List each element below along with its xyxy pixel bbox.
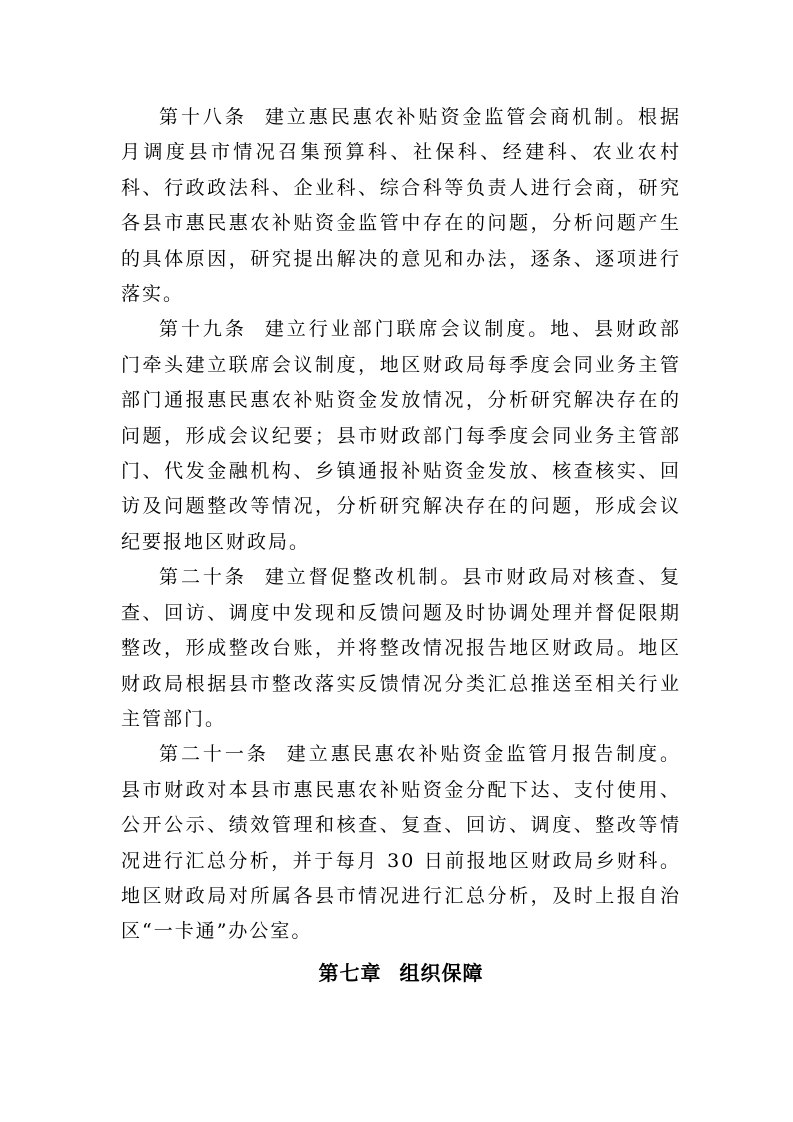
article-19 <box>121 312 681 560</box>
article-text: 建立督促整改机制。县市财政局对核查、复查、回访、调度中发现和反馈问题及时协调处理并督促限期整改，形成整改台账，并将整改情况报告地区财政局。地区财政局根据县市整改落实反馈情况分类汇总推送至相关行业主管部门。 <box>121 566 681 730</box>
chapter-number: 第七章 <box>318 960 382 985</box>
article-number: 第十八条 <box>159 106 247 128</box>
article-number: 第二十条 <box>159 566 247 589</box>
chapter-title: 组织保障 <box>399 960 484 985</box>
article-20 <box>121 560 681 737</box>
article-number: 第二十一条 <box>159 743 269 766</box>
article-text: 建立行业部门联席会议制度。地、县财政部门牵头建立联席会议制度，地区财政局每季度会同业务主管部门通报惠民惠农补贴资金发放情况，分析研究解决存在的问题，形成会议纪要；县市财政部门每季度会同业务主管部门、代发金融机构、乡镇通报补贴资金发放、核查核实、回访及问题整改等情况，分析研究解决存在的问题，形成会议纪要报地区财政局。 <box>121 318 681 553</box>
article-18 <box>121 100 681 312</box>
article-text: 建立惠民惠农补贴资金监管月报告制度。县市财政对本县市惠民惠农补贴资金分配下达、支付使用、公开公示、绩效管理和核查、复查、回访、调度、整改等情况进行汇总分析，并于每月 30 日前报地区财政局乡财科。地区财政局对所属各县市情况进行汇总分析，及时上报自治区“一卡通”办公室。 <box>121 743 681 943</box>
document-body <box>121 100 681 991</box>
article-text: 建立惠民惠农补贴资金监管会商机制。根据月调度县市情况召集预算科、社保科、经建科、农业农村科、行政政法科、企业科、综合科等负责人进行会商，研究各县市惠民惠农补贴资金监管中存在的问题，分析问题产生的具体原因，研究提出解决的意见和办法，逐条、逐项进行落实。 <box>121 106 681 306</box>
article-21 <box>121 737 681 949</box>
chapter-heading <box>121 956 681 991</box>
article-number: 第十九条 <box>159 318 247 341</box>
